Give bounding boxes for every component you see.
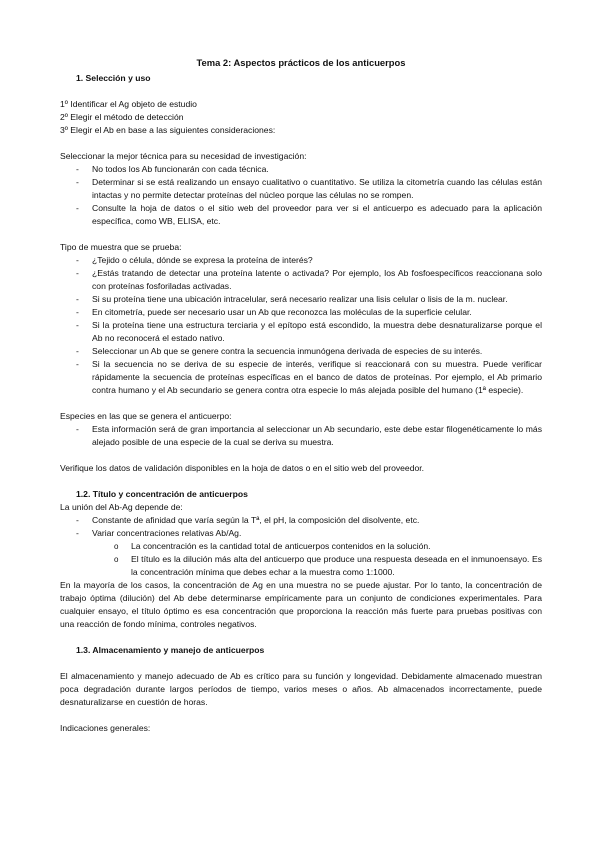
concentration-sublist xyxy=(60,540,542,579)
species-list xyxy=(60,423,542,449)
sample-intro: Tipo de muestra que se prueba: xyxy=(60,242,182,252)
list-item: - Consulte la hoja de datos o el sitio web del proveedor para ver si el anticuerpo es adecuado para la aplicación específica, como WB, ELISA, etc. xyxy=(60,202,542,228)
technique-list xyxy=(60,163,542,228)
list-item: - ¿Tejido o célula, dónde se expresa la proteína de interés? xyxy=(60,254,542,267)
list-item: - Seleccionar un Ab que se genere contra la secuencia inmunógena derivada de especies de su interés. xyxy=(60,345,542,358)
sample-list xyxy=(60,254,542,397)
list-item: - Constante de afinidad que varía según la Tª, el pH, la composición del disolvente, etc. xyxy=(60,514,542,527)
list-item: - ¿Estás tratando de detectar una proteína latente o activada? Por ejemplo, los Ab fosfoespecíficos reaccionana solo con proteínas fosforiladas activadas. xyxy=(60,267,542,293)
section-1-2-heading: 1.2. Título y concentración de anticuerpos xyxy=(76,489,248,499)
step-1: 1º Identificar el Ag objeto de estudio xyxy=(60,99,197,109)
list-item: - Si su proteína tiene una ubicación intracelular, será necesario realizar una lisis celular o lisis de la m. nuclear. xyxy=(60,293,542,306)
document-title: Tema 2: Aspectos prácticos de los anticuerpos xyxy=(196,57,406,68)
list-item: - No todos los Ab funcionarán con cada técnica. xyxy=(60,163,542,176)
binding-list xyxy=(60,514,542,540)
step-3: 3º Elegir el Ab en base a las siguientes consideraciones: xyxy=(60,125,276,135)
technique-intro: Seleccionar la mejor técnica para su necesidad de investigación: xyxy=(60,151,307,161)
general-indications: Indicaciones generales: xyxy=(60,723,151,733)
verify-note: Verifique los datos de validación disponibles en la hoja de datos o en el sitio web del proveedor. xyxy=(60,463,425,473)
document-page xyxy=(60,56,542,735)
storage-paragraph: El almacenamiento y manejo adecuado de Ab es crítico para su función y longevidad. Debidamente almacenado muestran poca degradación durante largos períodos de tiempo, varios meses o años. Ab almacenados incorrectamente, puede desnaturalizarse en cuestión de horas. xyxy=(60,671,542,707)
step-2: 2º Elegir el método de detección xyxy=(60,112,184,122)
list-item: - Si la secuencia no se deriva de su especie de interés, verifique si reaccionará con su muestra. Puede verificar rápidamente la secuencia de proteínas específicas en el banco de datos de proteínas. Por ejemplo, el Ab primario contra humano y el Ab secundario se genera contra otra especie lo más alejada posible del humano (1ª especie). xyxy=(60,358,542,397)
species-intro: Especies en las que se genera el anticuerpo: xyxy=(60,411,232,421)
list-item: - Determinar si se está realizando un ensayo cualitativo o cuantitativo. Se utiliza la citometría cuando las células están intactas y no permite detectar proteínas del núcleo porque las células no se rompen. xyxy=(60,176,542,202)
titer-paragraph: En la mayoría de los casos, la concentración de Ag en una muestra no se puede ajustar. Por lo tanto, la concentración de trabajo óptima (dilución) del Ab debe determinarse empíricamente para un conjunto de condiciones experimentales. Para cualquier ensayo, el título óptimo es esa concentración que proporciona la reacción más fuerte para pruebas positivas con una reacción de fondo mínima, controles negativos. xyxy=(60,580,542,629)
list-item: o La concentración es la cantidad total de anticuerpos contenidos en la solución. xyxy=(60,540,542,553)
section-1-heading: 1. Selección y uso xyxy=(76,73,151,83)
section-1-3-heading: 1.3. Almacenamiento y manejo de anticuerpos xyxy=(76,645,265,655)
binding-intro: La unión del Ab-Ag depende de: xyxy=(60,502,183,512)
list-item: o El título es la dilución más alta del anticuerpo que produce una respuesta deseada en el inmunoensayo. Es la concentración mínima que debes echar a la muestra como 1:1000. xyxy=(60,553,542,579)
list-item: - Variar concentraciones relativas Ab/Ag. xyxy=(60,527,542,540)
list-item: - Esta información será de gran importancia al seleccionar un Ab secundario, este debe estar filogenéticamente lo más alejado posible de una especie de la cual se deriva su muestra. xyxy=(60,423,542,449)
list-item: - En citometría, puede ser necesario usar un Ab que reconozca las moléculas de la superficie celular. xyxy=(60,306,542,319)
list-item: - Si la proteína tiene una estructura terciaria y el epítopo está escondido, la muestra debe desnaturalizarse porque el Ab no reconocerá el estado nativo. xyxy=(60,319,542,345)
